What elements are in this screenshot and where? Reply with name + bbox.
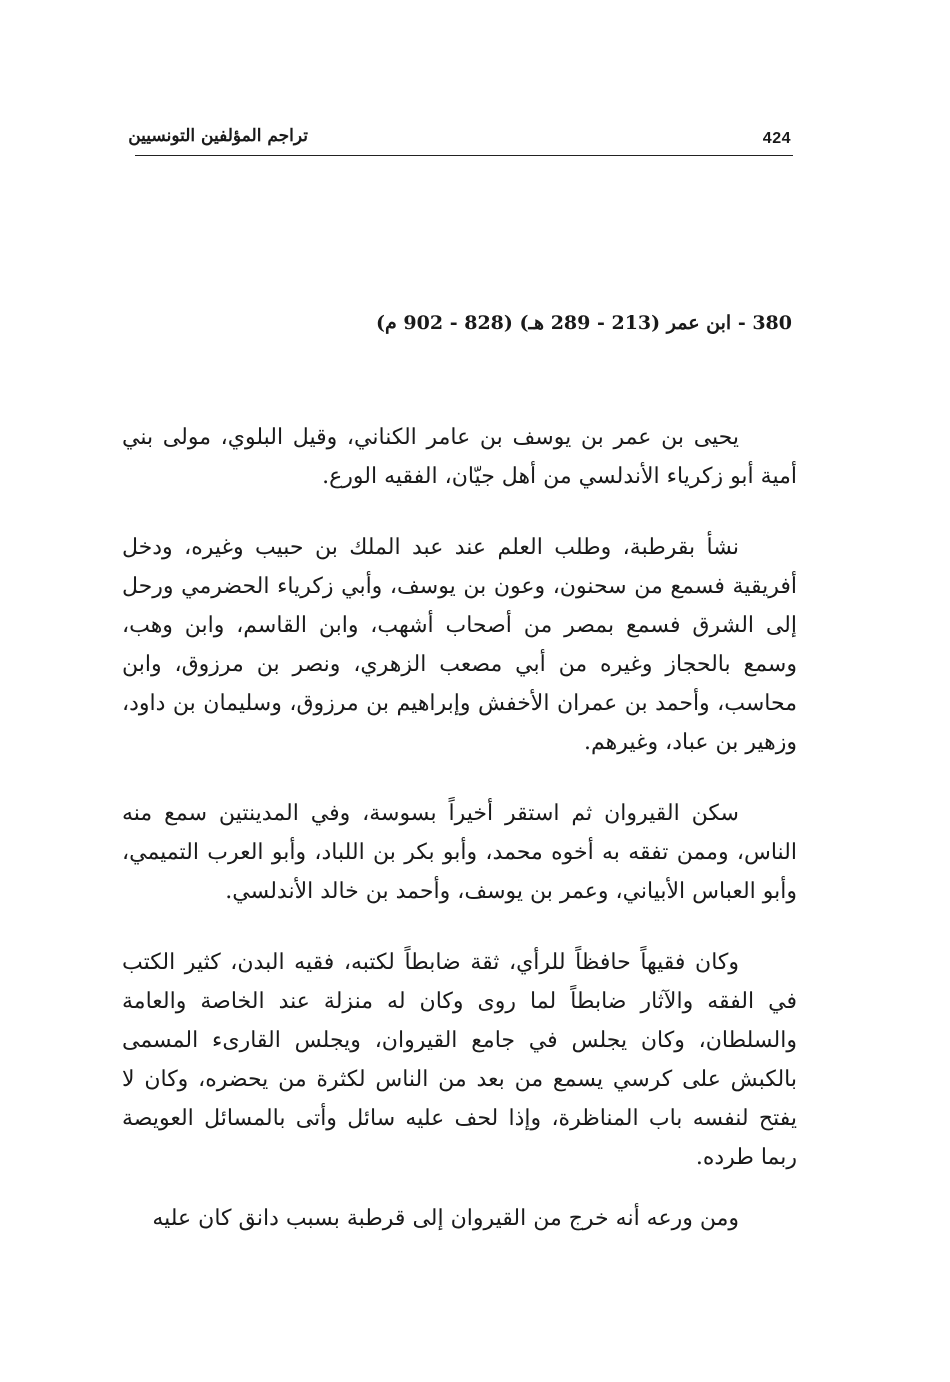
paragraph-piety: ومن ورعه أنه خرج من القيروان إلى قرطبة بسبب دانق كان عليه bbox=[152, 1206, 739, 1231]
paragraph-name: يحيى بن عمر بن يوسف بن عامر الكناني، وقيل البلوي، مولى بني أمية أبو زكرياء الأندلسي من أهل جيّان، الفقيه الورع. bbox=[122, 425, 797, 489]
page-number: 424 bbox=[762, 130, 791, 147]
paragraph-residence: سكن القيروان ثم استقر أخيراً بسوسة، وفي المدينتين سمع منه الناس، وممن تفقه به أخوه محمد، وأبو بكر بن اللباد، وأبو العرب التميمي، وأبو العباس الأبياني، وعمر بن يوسف، وأحمد بن خالد الأندلسي. bbox=[122, 801, 797, 904]
body-text bbox=[122, 418, 797, 1238]
paragraph-education: نشأ بقرطبة، وطلب العلم عند عبد الملك بن حبيب وغيره، ودخل أفريقية فسمع من سحنون، وعون بن يوسف، وأبي زكرياء الحضرمي ورحل إلى الشرق فسمع بمصر من أصحاب أشهب، وابن القاسم، وابن وهب، وسمع بالحجاز وغيره من أبي مصعب الزهري، ونصر بن مرزوق، وابن محاسب، وأحمد بن عمران الأخفش وإبراهيم بن مرزوق، وسليمان بن داود، وزهير بن عباد، وغيرهم. bbox=[122, 535, 797, 755]
running-header-title: تراجم المؤلفين التونسيين bbox=[128, 126, 308, 146]
page-header bbox=[128, 118, 793, 158]
entry-heading: 380 - ابن عمر (213 - 289 هـ) (828 - 902 م) bbox=[376, 312, 792, 334]
paragraph-character: وكان فقيهاً حافظاً للرأي، ثقة ضابطاً لكتبه، فقيه البدن، كثير الكتب في الفقه والآثار ضابطاً لما روى وكان له منزلة عند الخاصة والعامة والسلطان، وكان يجلس في جامع القيروان، ويجلس القارىء المسمى بالكبش على كرسي يسمع من بعد من الناس لكثرة من يحضره، وكان لا يفتح لنفسه باب المناظرة، وإذا لحف عليه سائل وأتى بالمسائل العويصة ربما طرده. bbox=[122, 950, 797, 1170]
header-rule bbox=[135, 155, 793, 156]
